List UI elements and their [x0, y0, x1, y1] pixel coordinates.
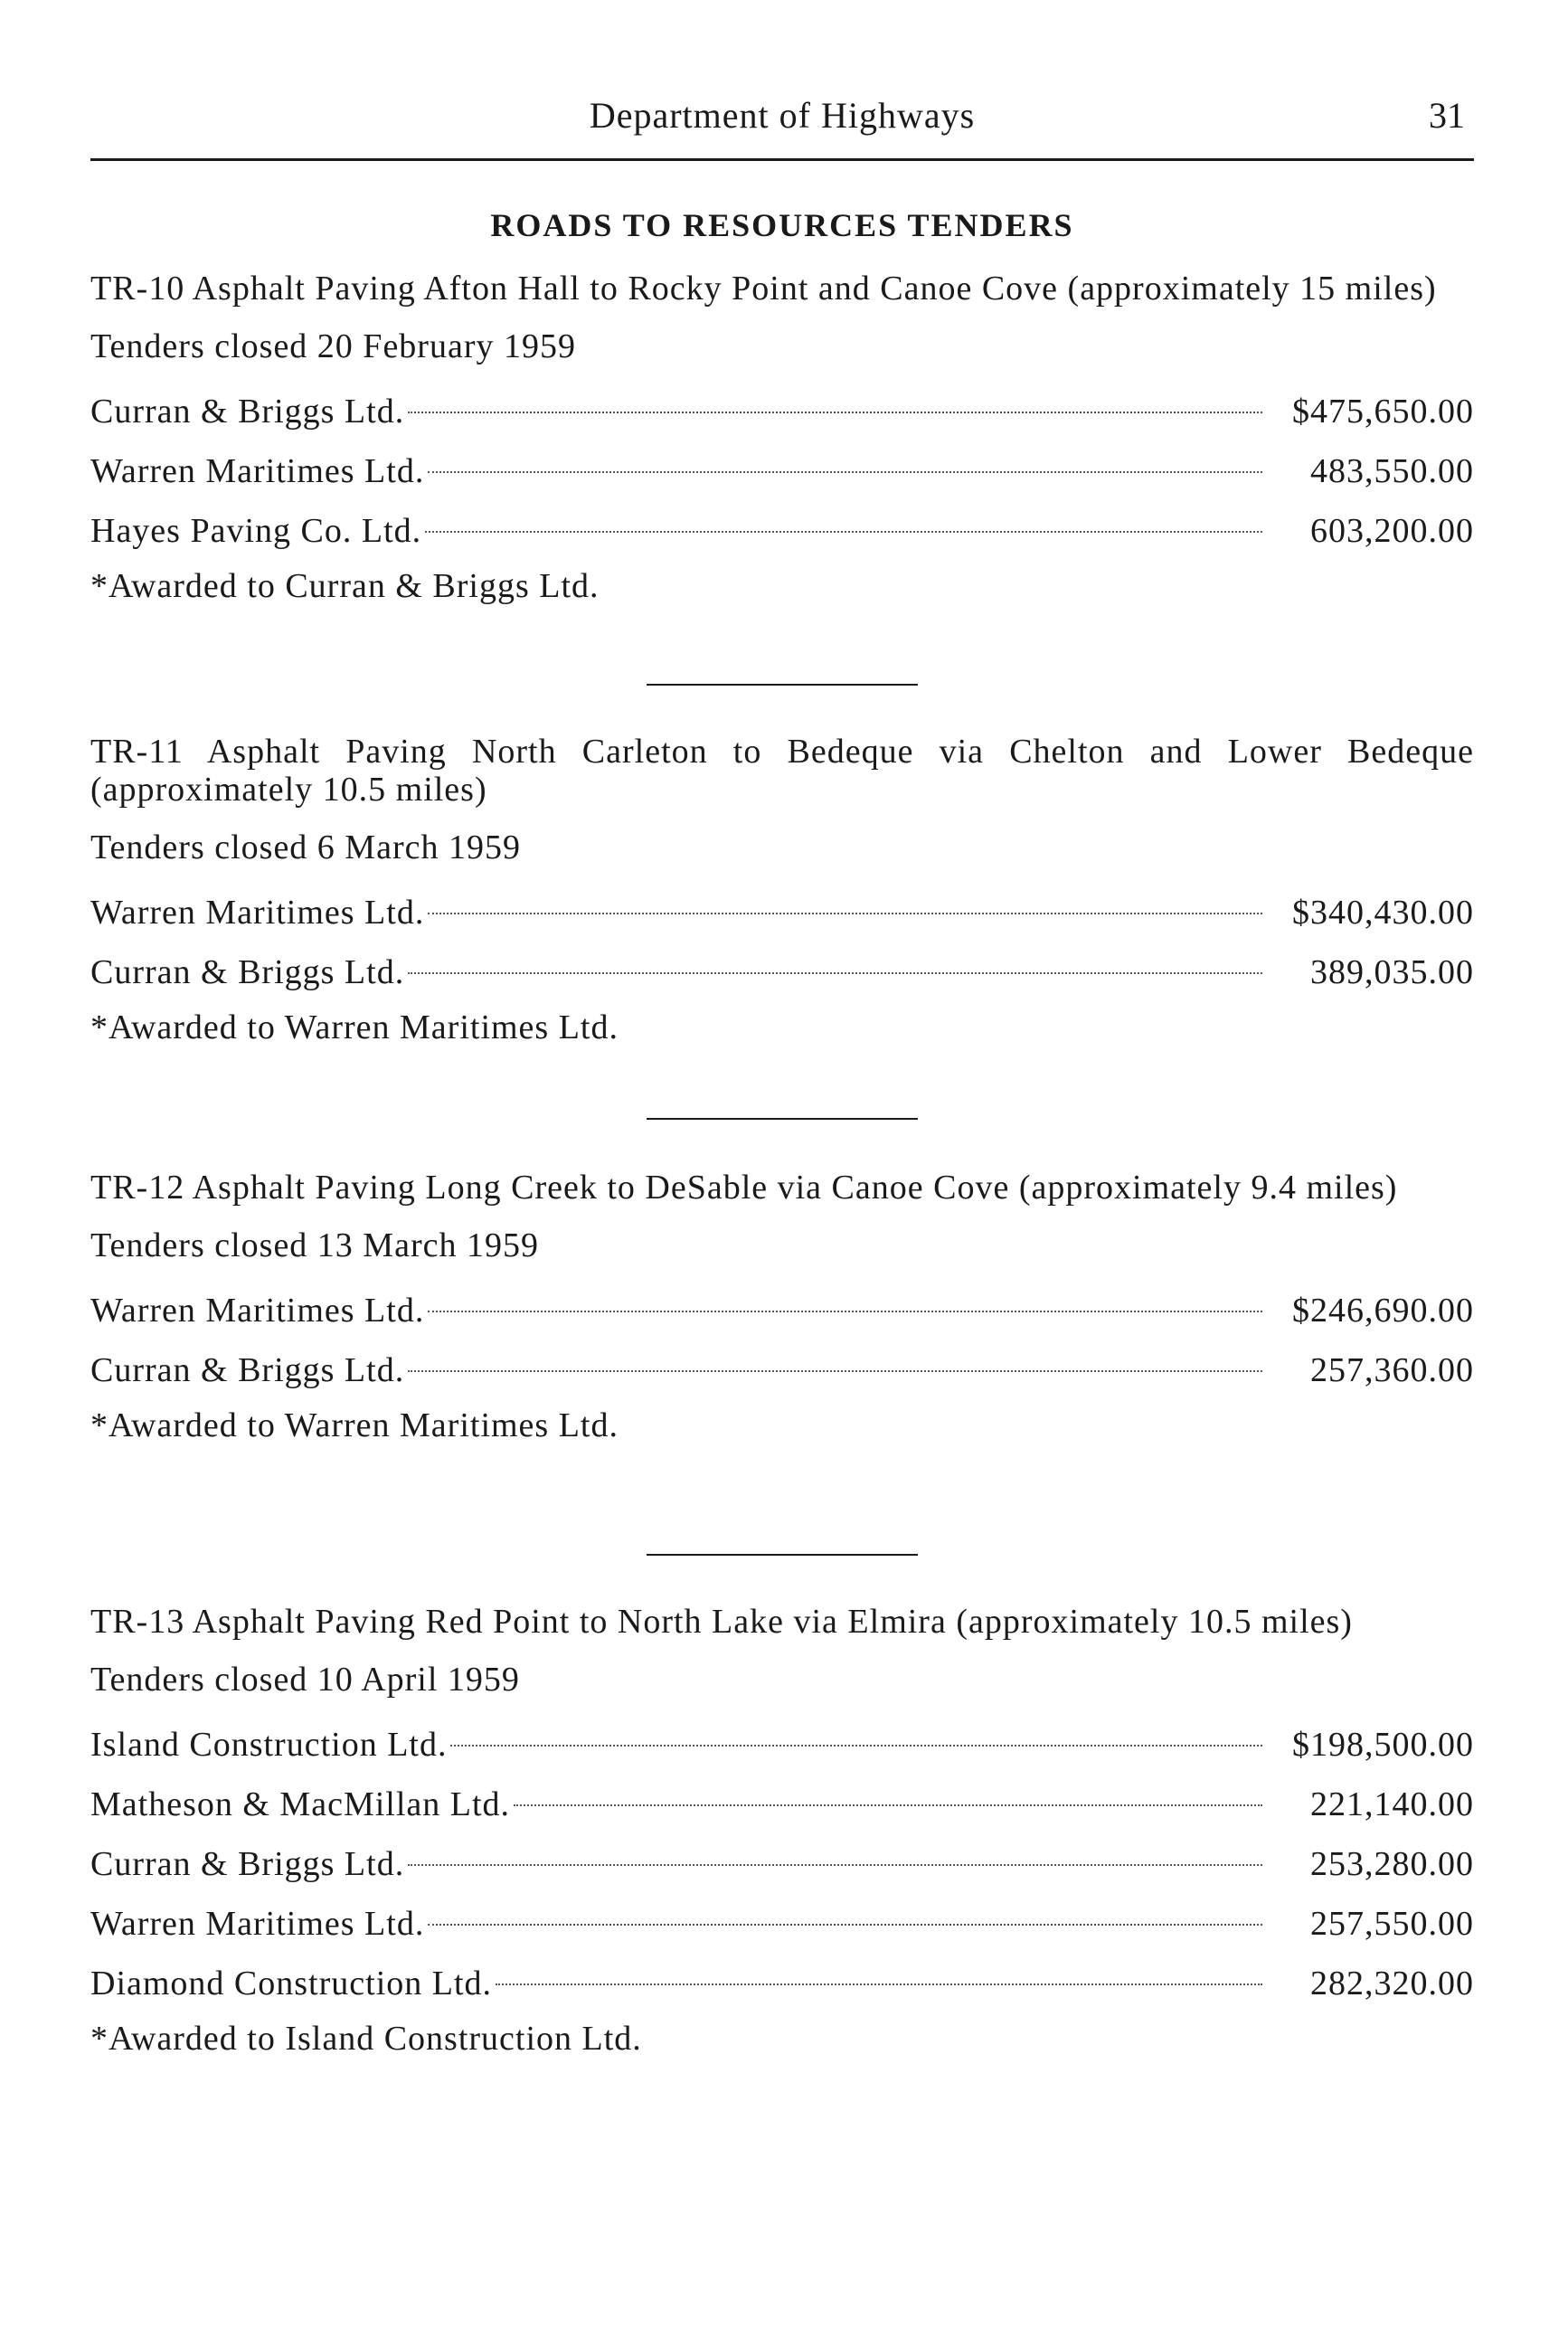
bid-row — [90, 382, 1474, 441]
tender-tr-11 — [90, 733, 1474, 1053]
bidder-name: Island Construction Ltd. — [90, 1726, 448, 1764]
bidder-name: Curran & Briggs Ltd. — [90, 393, 405, 431]
page-number: 31 — [1429, 95, 1465, 136]
dot-leader — [450, 1745, 1262, 1747]
dot-leader — [425, 531, 1262, 533]
bid-list — [90, 382, 1474, 561]
tender-closed-date: Tenders closed 20 February 1959 — [90, 327, 576, 365]
dot-leader — [428, 471, 1262, 473]
running-title: Department of Highways — [589, 95, 976, 136]
tender-description: TR-12 Asphalt Paving Long Creek to DeSable via Canoe Cove (approximately 9.4 miles) — [90, 1169, 1398, 1207]
bid-list — [90, 1281, 1474, 1400]
bid-row — [90, 1775, 1474, 1834]
tender-tr-12 — [90, 1169, 1474, 1451]
dot-leader — [514, 1804, 1262, 1806]
bidder-name: Matheson & MacMillan Ltd. — [90, 1785, 511, 1823]
bid-amount: $198,500.00 — [1292, 1726, 1474, 1764]
bidder-name: Warren Maritimes Ltd. — [90, 452, 425, 490]
bid-row — [90, 501, 1474, 561]
tender-closed-date: Tenders closed 10 April 1959 — [90, 1661, 520, 1699]
dot-leader — [428, 913, 1262, 914]
tender-closed-date: Tenders closed 13 March 1959 — [90, 1226, 539, 1264]
document-page — [90, 0, 1474, 2329]
bid-row — [90, 441, 1474, 501]
bid-amount: 221,140.00 — [1310, 1785, 1474, 1823]
bidder-name: Hayes Paving Co. Ltd. — [90, 512, 422, 550]
bid-row — [90, 942, 1474, 1002]
bid-amount: $340,430.00 — [1292, 894, 1474, 932]
bid-row — [90, 1834, 1474, 1894]
dot-leader — [428, 1924, 1262, 1926]
dot-leader — [408, 412, 1262, 413]
separator-rule — [647, 1118, 918, 1120]
bidder-name: Warren Maritimes Ltd. — [90, 1905, 425, 1943]
bid-row — [90, 1954, 1474, 2013]
bid-row — [90, 1894, 1474, 1954]
awarded-note: *Awarded to Warren Maritimes Ltd. — [90, 1406, 619, 1444]
dot-leader — [408, 972, 1262, 974]
dot-leader — [496, 1983, 1262, 1985]
awarded-note: *Awarded to Island Construction Ltd. — [90, 2020, 642, 2058]
bid-list — [90, 883, 1474, 1002]
tender-tr-13 — [90, 1603, 1474, 2064]
bid-amount: 603,200.00 — [1310, 512, 1474, 550]
tender-tr-10 — [90, 270, 1474, 611]
bid-amount: 389,035.00 — [1310, 953, 1474, 991]
bid-row — [90, 1281, 1474, 1340]
bid-list — [90, 1715, 1474, 2013]
separator-rule — [647, 684, 918, 686]
bidder-name: Curran & Briggs Ltd. — [90, 1845, 405, 1883]
bidder-name: Curran & Briggs Ltd. — [90, 953, 405, 991]
bidder-name: Warren Maritimes Ltd. — [90, 1292, 425, 1330]
bid-row — [90, 883, 1474, 942]
running-head — [90, 90, 1474, 145]
tender-description: TR-13 Asphalt Paving Red Point to North Lake via Elmira (approximately 10.5 miles) — [90, 1603, 1353, 1641]
tender-description: TR-11 Asphalt Paving North Carleton to Bedeque via Chelton and Lower Bedeque (approximately 10.5 miles) — [90, 733, 1474, 809]
dot-leader — [408, 1864, 1262, 1866]
bid-amount: 257,360.00 — [1310, 1351, 1474, 1389]
awarded-note: *Awarded to Curran & Briggs Ltd. — [90, 567, 600, 605]
separator-rule — [647, 1554, 918, 1556]
bidder-name: Diamond Construction Ltd. — [90, 1965, 493, 2002]
tender-description: TR-10 Asphalt Paving Afton Hall to Rocky Point and Canoe Cove (approximately 15 miles) — [90, 270, 1437, 308]
awarded-note: *Awarded to Warren Maritimes Ltd. — [90, 1008, 619, 1046]
bid-amount: $246,690.00 — [1292, 1292, 1474, 1330]
dot-leader — [408, 1370, 1262, 1372]
bid-row — [90, 1715, 1474, 1775]
bid-amount: 483,550.00 — [1310, 452, 1474, 490]
bid-amount: $475,650.00 — [1292, 393, 1474, 431]
bidder-name: Warren Maritimes Ltd. — [90, 894, 425, 932]
bidder-name: Curran & Briggs Ltd. — [90, 1351, 405, 1389]
tender-closed-date: Tenders closed 6 March 1959 — [90, 828, 521, 866]
bid-amount: 253,280.00 — [1310, 1845, 1474, 1883]
header-rule — [90, 158, 1474, 161]
dot-leader — [428, 1311, 1262, 1312]
bid-row — [90, 1340, 1474, 1400]
section-title: ROADS TO RESOURCES TENDERS — [490, 207, 1074, 243]
bid-amount: 257,550.00 — [1310, 1905, 1474, 1943]
bid-amount: 282,320.00 — [1310, 1965, 1474, 2002]
